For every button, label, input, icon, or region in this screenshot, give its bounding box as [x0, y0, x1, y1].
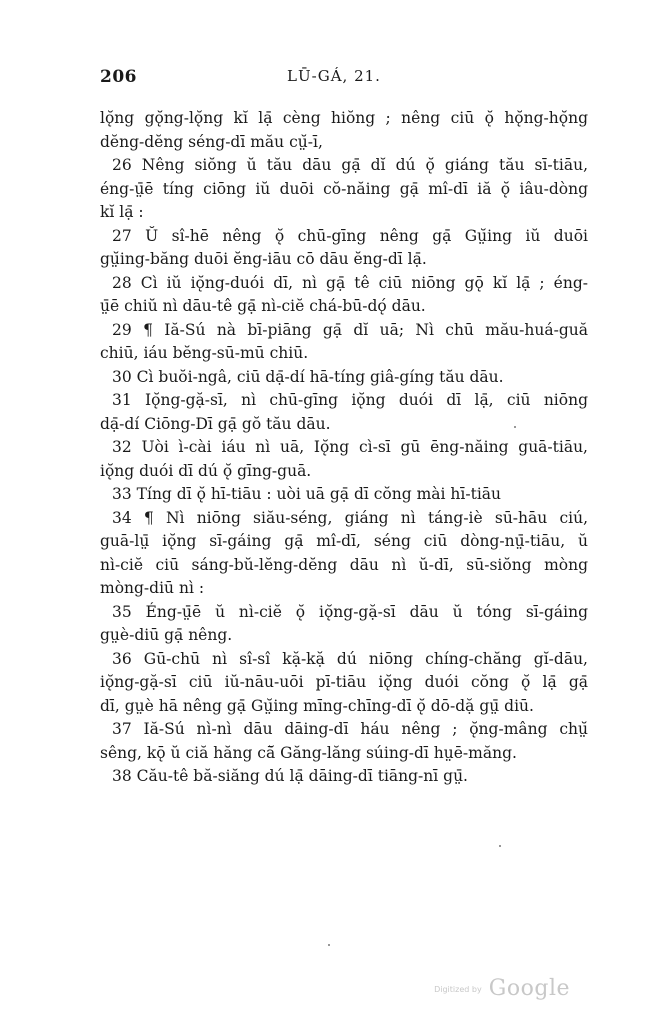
text-line: dĕng-dĕng séng-dī mău cṳ̆-ī, [100, 132, 323, 151]
verse-33-line: 33 Tíng dī ǫ̆ hī-tiāu : uòi uā gạ̄ dī cŏng mài hī-tiāu [112, 485, 502, 503]
scan-speck [514, 426, 516, 428]
verse-27-line: 27 Ŭ sî-hē nêng ǫ̆ chū-gīng nêng gạ̄ Gṳ̆ing iŭ duōi [112, 226, 588, 245]
text-line: ṳ̄ē chiŭ nì dāu-tê gạ̄ nì-ciĕ chá-bū-dǫ́ dāu. [100, 297, 426, 315]
digitized-by-google-watermark [434, 976, 570, 1001]
verse-28-line: 28 Cì iŭ iǫ̆ng-duói dī, nì gạ̄ tê ciū niōng gǭ kĭ lạ̄ ; éng- [112, 273, 588, 292]
text-line: iǫ̆ng duói dī dú ǫ̆ gīng-guā. [100, 461, 312, 480]
text-line: mòng-diū nì : [100, 579, 205, 597]
watermark-prefix: Digitized by [434, 985, 482, 994]
text-line: sêng, kǭ ŭ ciă hăng cā̆ Găng-lăng súing-dī hṳē-măng. [100, 743, 517, 762]
verse-text-block [100, 107, 588, 789]
text-line: lǫ̆ng gǫ̆ng-lǫ̆ng kĭ lạ̄ cèng hiŏng ; nêng ciū ǫ̆ hǫ̆ng-hǫ̆ng [100, 109, 588, 127]
text-line: éng-ṳ̄ē tíng ciōng iŭ duōi cŏ-năing gạ̄ mî-dī iă ǫ̆ iâu-dòng [100, 179, 588, 198]
scan-speck [328, 944, 330, 946]
google-logo: Google [488, 976, 570, 1001]
text-line: dạ̄-dí Ciōng-Dī gạ̄ gŏ tău dāu. [100, 414, 331, 433]
verse-38-line: 38 Cău-tê bă-siăng dú lạ̄ dāing-dī tiāng-nī gṳ̄. [112, 767, 468, 785]
page-number: 206 [100, 67, 137, 87]
verse-37-line: 37 Iă-Sú nì-nì dāu dāing-dī háu nêng ; ǫ̆ng-mâng chṳ̆ [112, 720, 588, 738]
text-line: kĭ lạ̄ : [100, 203, 144, 221]
running-title: LŪ-GÁ, 21. [287, 67, 381, 85]
verse-36-line: 36 Gū-chū nì sî-sî kặ-kặ dú niōng chíng-chăng gĭ-dāu, [112, 649, 588, 668]
text-line: dī, gṳè hā nêng gạ̄ Gṳ̆ing mīng-chīng-dī ǫ̆ dō-dặ gṳ̄ diū. [100, 696, 534, 715]
verse-29-line: 29 ¶ Iă-Sú nà bī-piāng gạ̄ dĭ uā; Nì chū mău-huá-guă [112, 320, 588, 339]
verse-31-line: 31 Iǫ̆ng-gặ-sī, nì chū-gīng iǫ̆ng duói dī lạ̄, ciū niōng [112, 391, 588, 409]
text-line: chiū, iáu bĕng-sū-mū chiū. [100, 344, 309, 362]
verse-34-line: 34 ¶ Nì niōng siău-séng, giáng nì táng-iè sū-hāu ciú, [112, 508, 588, 527]
verse-30-line: 30 Cì buŏi-ngâ, ciū dạ̄-dí hā-tíng giâ-gíng tău dāu. [112, 367, 504, 386]
scan-speck [499, 845, 501, 847]
text-line: gṳ̆ing-băng duōi ĕng-iāu cō dāu ĕng-dī lạ̄. [100, 250, 427, 268]
text-line: nì-ciĕ ciū sáng-bŭ-lĕng-dĕng dāu nì ŭ-dī, sū-siŏng mòng [100, 555, 588, 574]
text-line: gṳè-diū gạ̄ nêng. [100, 626, 233, 644]
verse-26-line: 26 Nêng siŏng ŭ tău dāu gạ̄ dĭ dú ǫ̆ giáng tău sī-tiāu, [112, 156, 588, 174]
text-line: iǫ̆ng-gặ-sī ciū iŭ-nāu-uōi pī-tiāu iǫ̆ng duói cŏng ǫ̆ lạ̄ gạ̄ [100, 673, 588, 691]
verse-35-line: 35 Éng-ṳ̄ē ŭ nì-ciĕ ǫ̆ iǫ̆ng-gặ-sī dāu ŭ tóng sī-gáing [112, 602, 588, 621]
text-line: guā-lṳ̄ iǫ̆ng sī-gáing gạ̄ mî-dī, séng ciū dòng-nṳ̄-tiāu, ŭ [100, 532, 588, 550]
verse-32-line: 32 Uòi ì-cài iáu nì uā, Iǫ̆ng cì-sī gū ēng-năing guā-tiāu, [112, 438, 588, 456]
